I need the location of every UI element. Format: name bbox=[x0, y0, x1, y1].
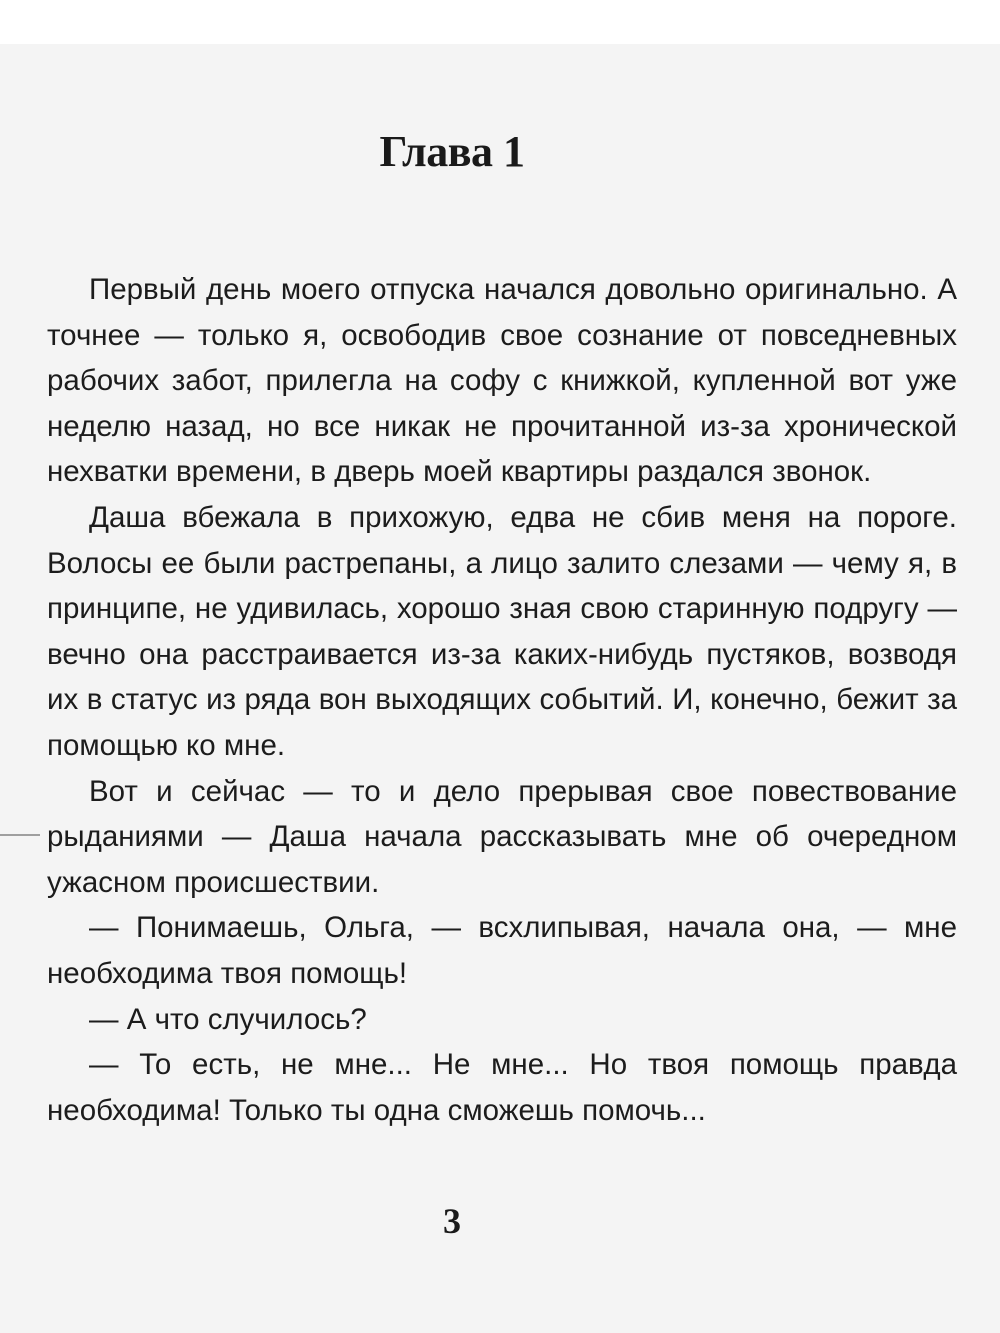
book-page bbox=[0, 44, 1000, 1333]
paragraph-2: Даша вбежала в прихожую, едва не сбив меня на пороге. Волосы ее были растрепаны, а лицо залито слезами — чему я, в принципе, не удивилась, хорошо зная свою старинную подругу — вечно она расстраивается из-за каких-нибудь пустяков, возводя их в статус из ряда вон выходящих событий. И, конечно, бежит за помощью ко мне. bbox=[47, 500, 957, 762]
paragraph-3: Вот и сейчас — то и дело прерывая свое повествование рыданиями — Даша начала рассказывать мне об очередном ужасном происшествии. bbox=[47, 774, 957, 899]
paragraph-5: — А что случилось? bbox=[89, 1002, 367, 1036]
paragraph-4: — Понимаешь, Ольга, — всхлипывая, начала она, — мне необходима твоя помощь! bbox=[47, 911, 957, 990]
paragraph-1: Первый день моего отпуска начался довольно оригинально. А точнее — только я, освободив свое сознание от повседневных рабочих забот, прилегла на софу с книжкой, купленной вот уже неделю назад, но все никак не прочитанной из-за хронической нехватки времени, в дверь моей квартиры раздался звонок. bbox=[47, 273, 957, 489]
page-number: 3 bbox=[443, 1201, 461, 1241]
body-text bbox=[47, 267, 957, 1133]
page-edge-mark bbox=[0, 834, 40, 836]
chapter-title: Глава 1 bbox=[379, 127, 525, 176]
paragraph-6: — То есть, не мне... Не мне... Но твоя помощь правда необходима! Только ты одна сможешь помочь... bbox=[47, 1048, 957, 1127]
